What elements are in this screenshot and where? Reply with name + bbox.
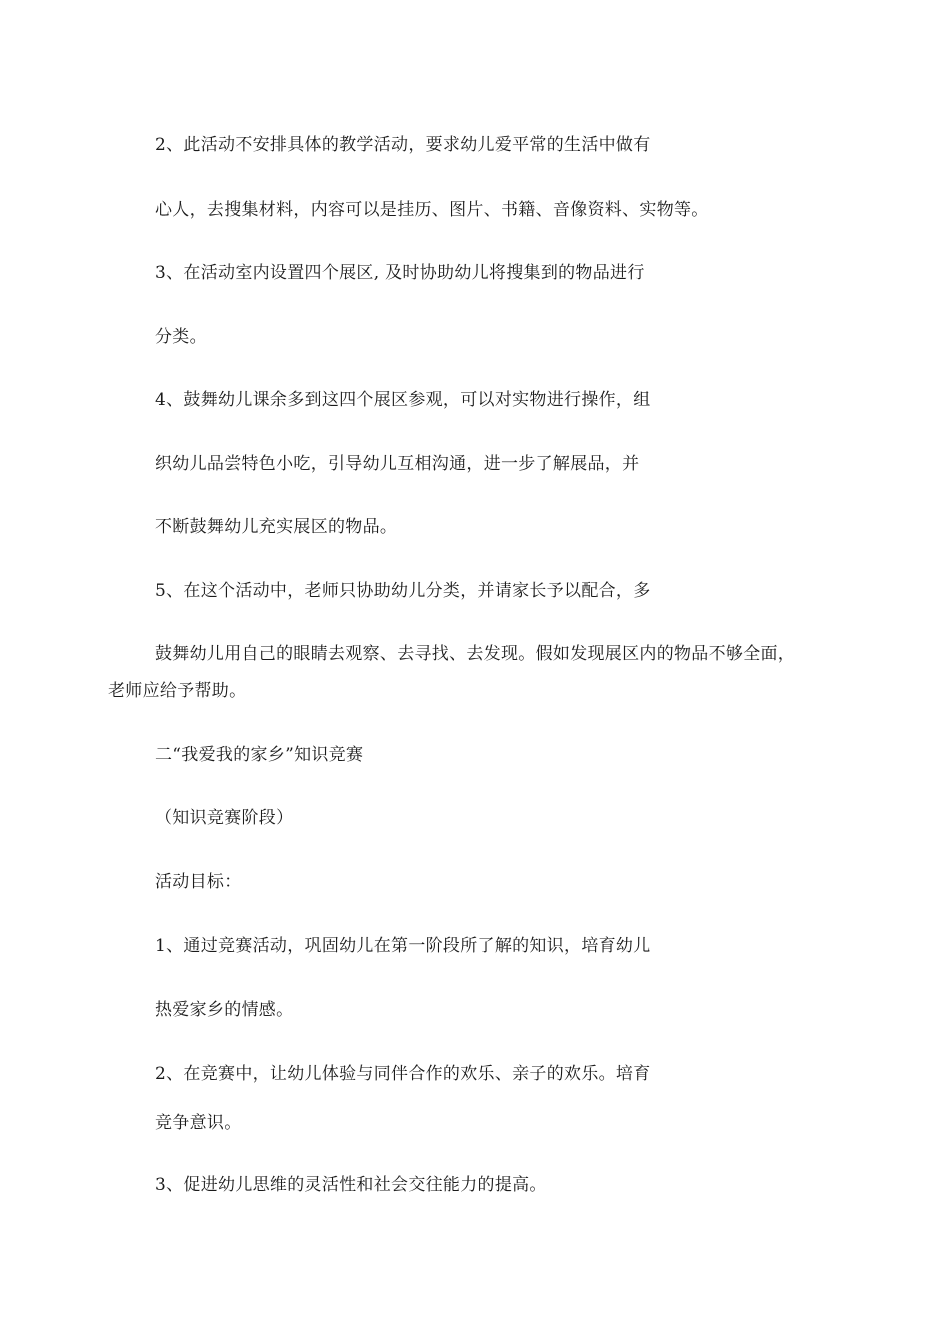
paragraph-line: 竞争意识。: [155, 1113, 242, 1133]
paragraph-line: 热爱家乡的情感。: [155, 1000, 294, 1020]
paragraph-line: 5、在这个活动中，老师只协助幼儿分类，并请家长予以配合，多: [155, 581, 651, 601]
paragraph-line: 4、鼓舞幼儿课余多到这四个展区参观，可以对实物进行操作，组: [155, 390, 651, 410]
paragraph-line: 不断鼓舞幼儿充实展区的物品。: [155, 517, 398, 537]
paragraph-line: 1、通过竞赛活动，巩固幼儿在第一阶段所了解的知识，培育幼儿: [155, 936, 651, 956]
paragraph-line: 2、在竞赛中，让幼儿体验与同伴合作的欢乐、亲子的欢乐。培育: [155, 1064, 651, 1084]
section-heading: 二“我爱我的家乡”知识竞赛: [155, 745, 364, 765]
paragraph-line: 2、此活动不安排具体的教学活动，要求幼儿爱平常的生活中做有: [155, 135, 651, 155]
section-subheading: （知识竞赛阶段）: [155, 808, 294, 828]
paragraph-line: 心人，去搜集材料，内容可以是挂历、图片、书籍、音像资料、实物等。: [155, 200, 709, 220]
paragraph-line: 鼓舞幼儿用自己的眼睛去观察、去寻找、去发现。假如发现展区内的物品不够全面，: [155, 644, 796, 664]
paragraph-line: 织幼儿品尝特色小吃，引导幼儿互相沟通，进一步了解展品，并: [155, 454, 640, 474]
paragraph-line: 分类。: [155, 327, 207, 347]
paragraph-line: 3、在活动室内设置四个展区, 及时协助幼儿将搜集到的物品进行: [155, 263, 645, 283]
objectives-label: 活动目标：: [155, 872, 242, 892]
paragraph-line: 老师应给予帮助。: [108, 681, 247, 701]
paragraph-line: 3、促进幼儿思维的灵活性和社会交往能力的提高。: [155, 1175, 547, 1195]
